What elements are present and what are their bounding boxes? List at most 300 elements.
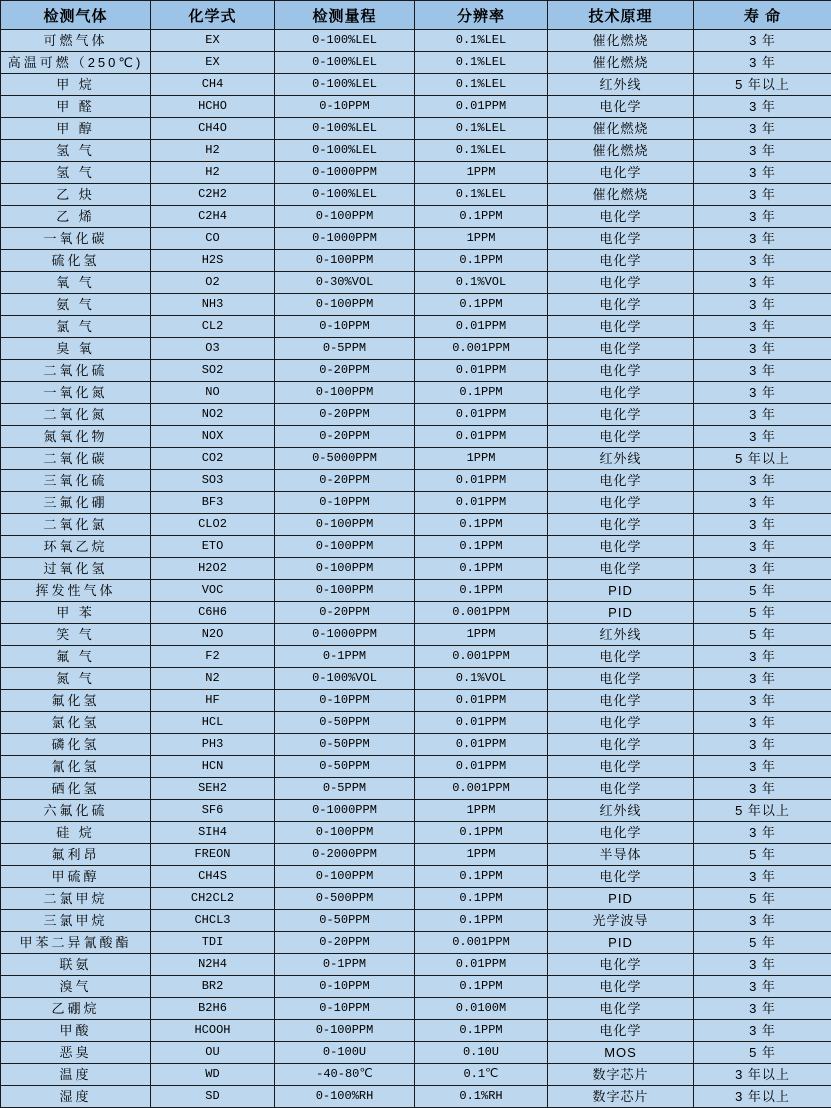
cell-detection-range: 0-10PPM <box>275 492 415 514</box>
cell-service-life: 3 年 <box>694 118 831 140</box>
cell-service-life: 3 年 <box>694 140 831 162</box>
cell-resolution: 1PPM <box>415 448 548 470</box>
cell-service-life: 3 年 <box>694 822 831 844</box>
cell-resolution: 0.1PPM <box>415 382 548 404</box>
cell-resolution: 0.01PPM <box>415 690 548 712</box>
table-row <box>1 910 831 932</box>
cell-resolution: 0.1PPM <box>415 976 548 998</box>
cell-chemical-formula: H2S <box>151 250 275 272</box>
cell-detection-range: 0-100%LEL <box>275 140 415 162</box>
cell-gas-name: 氧 气 <box>1 272 151 294</box>
cell-chemical-formula: CH4 <box>151 74 275 96</box>
cell-technical-principle: 电化学 <box>548 1020 694 1042</box>
cell-chemical-formula: EX <box>151 30 275 52</box>
cell-technical-principle: 电化学 <box>548 756 694 778</box>
cell-resolution: 0.1%VOL <box>415 668 548 690</box>
cell-chemical-formula: SO3 <box>151 470 275 492</box>
table-row <box>1 1042 831 1064</box>
cell-resolution: 0.1PPM <box>415 866 548 888</box>
cell-service-life: 3 年 <box>694 206 831 228</box>
table-row <box>1 976 831 998</box>
column-header-range: 检测量程 <box>275 1 415 30</box>
table-row <box>1 866 831 888</box>
cell-gas-name: 过氧化氢 <box>1 558 151 580</box>
cell-service-life: 5 年 <box>694 888 831 910</box>
cell-detection-range: 0-100%LEL <box>275 184 415 206</box>
cell-chemical-formula: NO2 <box>151 404 275 426</box>
cell-detection-range: 0-100PPM <box>275 382 415 404</box>
cell-detection-range: 0-100%LEL <box>275 52 415 74</box>
cell-service-life: 3 年 <box>694 866 831 888</box>
cell-service-life: 5 年以上 <box>694 448 831 470</box>
cell-detection-range: 0-20PPM <box>275 360 415 382</box>
table-header-row <box>1 1 831 30</box>
cell-technical-principle: 电化学 <box>548 734 694 756</box>
cell-service-life: 3 年 <box>694 404 831 426</box>
cell-technical-principle: 电化学 <box>548 250 694 272</box>
cell-chemical-formula: BF3 <box>151 492 275 514</box>
table-row <box>1 536 831 558</box>
column-header-resolution: 分辨率 <box>415 1 548 30</box>
cell-chemical-formula: CH2CL2 <box>151 888 275 910</box>
cell-detection-range: 0-30%VOL <box>275 272 415 294</box>
cell-gas-name: 联氨 <box>1 954 151 976</box>
cell-chemical-formula: CO2 <box>151 448 275 470</box>
cell-technical-principle: 催化燃烧 <box>548 52 694 74</box>
cell-detection-range: 0-5PPM <box>275 778 415 800</box>
cell-service-life: 3 年 <box>694 756 831 778</box>
table-row <box>1 624 831 646</box>
cell-detection-range: 0-10PPM <box>275 976 415 998</box>
cell-service-life: 3 年 <box>694 910 831 932</box>
cell-service-life: 3 年 <box>694 778 831 800</box>
cell-technical-principle: 数字芯片 <box>548 1064 694 1086</box>
cell-resolution: 0.1PPM <box>415 294 548 316</box>
cell-chemical-formula: O3 <box>151 338 275 360</box>
cell-detection-range: 0-100%LEL <box>275 74 415 96</box>
cell-technical-principle: 电化学 <box>548 426 694 448</box>
cell-resolution: 0.1℃ <box>415 1064 548 1086</box>
cell-detection-range: 0-100PPM <box>275 206 415 228</box>
cell-detection-range: 0-50PPM <box>275 756 415 778</box>
cell-technical-principle: 催化燃烧 <box>548 30 694 52</box>
table-row <box>1 338 831 360</box>
cell-gas-name: 氯 气 <box>1 316 151 338</box>
cell-technical-principle: 电化学 <box>548 228 694 250</box>
table-row <box>1 646 831 668</box>
cell-service-life: 3 年 <box>694 492 831 514</box>
cell-detection-range: 0-10PPM <box>275 96 415 118</box>
cell-detection-range: 0-1000PPM <box>275 162 415 184</box>
cell-technical-principle: 红外线 <box>548 74 694 96</box>
cell-detection-range: 0-100PPM <box>275 294 415 316</box>
cell-resolution: 0.01PPM <box>415 492 548 514</box>
cell-service-life: 3 年 <box>694 1020 831 1042</box>
cell-gas-name: 氮 气 <box>1 668 151 690</box>
cell-detection-range: 0-100%VOL <box>275 668 415 690</box>
cell-gas-name: 氨 气 <box>1 294 151 316</box>
cell-gas-name: 三氯甲烷 <box>1 910 151 932</box>
cell-technical-principle: 半导体 <box>548 844 694 866</box>
cell-technical-principle: 催化燃烧 <box>548 184 694 206</box>
cell-detection-range: 0-100PPM <box>275 536 415 558</box>
cell-chemical-formula: HCN <box>151 756 275 778</box>
cell-chemical-formula: NOX <box>151 426 275 448</box>
cell-service-life: 3 年以上 <box>694 1086 831 1108</box>
cell-chemical-formula: OU <box>151 1042 275 1064</box>
cell-technical-principle: 电化学 <box>548 514 694 536</box>
cell-detection-range: 0-100PPM <box>275 822 415 844</box>
cell-resolution: 0.1PPM <box>415 514 548 536</box>
cell-resolution: 0.1%LEL <box>415 184 548 206</box>
cell-service-life: 5 年 <box>694 844 831 866</box>
cell-gas-name: 二氧化氮 <box>1 404 151 426</box>
cell-service-life: 3 年 <box>694 668 831 690</box>
cell-chemical-formula: SO2 <box>151 360 275 382</box>
cell-resolution: 0.1%LEL <box>415 74 548 96</box>
cell-resolution: 0.1PPM <box>415 1020 548 1042</box>
cell-service-life: 5 年 <box>694 1042 831 1064</box>
cell-gas-name: 笑 气 <box>1 624 151 646</box>
cell-resolution: 0.01PPM <box>415 426 548 448</box>
cell-detection-range: 0-50PPM <box>275 734 415 756</box>
cell-gas-name: 硅 烷 <box>1 822 151 844</box>
cell-resolution: 0.01PPM <box>415 470 548 492</box>
cell-resolution: 0.1%VOL <box>415 272 548 294</box>
cell-gas-name: 乙 炔 <box>1 184 151 206</box>
cell-detection-range: 0-100PPM <box>275 250 415 272</box>
cell-detection-range: 0-100PPM <box>275 580 415 602</box>
cell-detection-range: 0-1PPM <box>275 954 415 976</box>
cell-detection-range: 0-2000PPM <box>275 844 415 866</box>
table-row <box>1 162 831 184</box>
cell-technical-principle: 电化学 <box>548 206 694 228</box>
cell-chemical-formula: NO <box>151 382 275 404</box>
cell-gas-name: 臭 氧 <box>1 338 151 360</box>
cell-chemical-formula: SEH2 <box>151 778 275 800</box>
cell-chemical-formula: HCL <box>151 712 275 734</box>
cell-resolution: 0.1PPM <box>415 250 548 272</box>
cell-detection-range: 0-500PPM <box>275 888 415 910</box>
cell-chemical-formula: O2 <box>151 272 275 294</box>
cell-gas-name: 挥发性气体 <box>1 580 151 602</box>
cell-chemical-formula: CLO2 <box>151 514 275 536</box>
cell-technical-principle: 电化学 <box>548 998 694 1020</box>
cell-resolution: 0.001PPM <box>415 778 548 800</box>
cell-technical-principle: 数字芯片 <box>548 1086 694 1108</box>
cell-resolution: 0.01PPM <box>415 712 548 734</box>
cell-technical-principle: 电化学 <box>548 646 694 668</box>
cell-technical-principle: 电化学 <box>548 294 694 316</box>
cell-gas-name: 二氧化碳 <box>1 448 151 470</box>
cell-resolution: 0.1PPM <box>415 888 548 910</box>
cell-gas-name: 氟化氢 <box>1 690 151 712</box>
cell-resolution: 0.1PPM <box>415 206 548 228</box>
cell-chemical-formula: PH3 <box>151 734 275 756</box>
cell-gas-name: 磷化氢 <box>1 734 151 756</box>
table-row <box>1 272 831 294</box>
cell-service-life: 3 年 <box>694 690 831 712</box>
cell-detection-range: 0-100%RH <box>275 1086 415 1108</box>
cell-technical-principle: 电化学 <box>548 492 694 514</box>
cell-gas-name: 一氧化氮 <box>1 382 151 404</box>
cell-service-life: 5 年 <box>694 624 831 646</box>
cell-chemical-formula: NH3 <box>151 294 275 316</box>
cell-detection-range: -40-80℃ <box>275 1064 415 1086</box>
cell-detection-range: 0-1000PPM <box>275 624 415 646</box>
cell-gas-name: 氢 气 <box>1 162 151 184</box>
cell-detection-range: 0-100%LEL <box>275 30 415 52</box>
cell-service-life: 3 年 <box>694 338 831 360</box>
cell-chemical-formula: FREON <box>151 844 275 866</box>
cell-technical-principle: 电化学 <box>548 668 694 690</box>
cell-gas-name: 甲 烷 <box>1 74 151 96</box>
table-row <box>1 822 831 844</box>
cell-resolution: 0.1%LEL <box>415 140 548 162</box>
cell-chemical-formula: C6H6 <box>151 602 275 624</box>
cell-technical-principle: 红外线 <box>548 624 694 646</box>
cell-gas-name: 甲硫醇 <box>1 866 151 888</box>
cell-service-life: 3 年 <box>694 272 831 294</box>
cell-detection-range: 0-20PPM <box>275 932 415 954</box>
cell-gas-name: 湿度 <box>1 1086 151 1108</box>
cell-detection-range: 0-20PPM <box>275 470 415 492</box>
cell-service-life: 5 年以上 <box>694 800 831 822</box>
cell-service-life: 5 年 <box>694 932 831 954</box>
cell-resolution: 0.1PPM <box>415 580 548 602</box>
cell-resolution: 1PPM <box>415 162 548 184</box>
cell-detection-range: 0-20PPM <box>275 426 415 448</box>
table-row <box>1 1020 831 1042</box>
cell-technical-principle: 红外线 <box>548 800 694 822</box>
table-row <box>1 404 831 426</box>
cell-detection-range: 0-1000PPM <box>275 800 415 822</box>
cell-resolution: 0.01PPM <box>415 316 548 338</box>
table-row <box>1 52 831 74</box>
table-row <box>1 470 831 492</box>
cell-detection-range: 0-20PPM <box>275 602 415 624</box>
cell-technical-principle: 电化学 <box>548 360 694 382</box>
cell-gas-name: 氟 气 <box>1 646 151 668</box>
cell-chemical-formula: HF <box>151 690 275 712</box>
cell-detection-range: 0-100U <box>275 1042 415 1064</box>
cell-service-life: 3 年 <box>694 470 831 492</box>
table-row <box>1 1086 831 1108</box>
cell-service-life: 5 年 <box>694 602 831 624</box>
cell-service-life: 3 年 <box>694 514 831 536</box>
cell-chemical-formula: TDI <box>151 932 275 954</box>
table-row <box>1 800 831 822</box>
table-row <box>1 778 831 800</box>
cell-technical-principle: 催化燃烧 <box>548 140 694 162</box>
table-row <box>1 74 831 96</box>
cell-gas-name: 二氧化硫 <box>1 360 151 382</box>
cell-resolution: 1PPM <box>415 624 548 646</box>
table-row <box>1 492 831 514</box>
table-row <box>1 998 831 1020</box>
cell-resolution: 0.1%RH <box>415 1086 548 1108</box>
cell-detection-range: 0-5PPM <box>275 338 415 360</box>
cell-technical-principle: PID <box>548 580 694 602</box>
cell-service-life: 3 年 <box>694 52 831 74</box>
cell-service-life: 3 年 <box>694 250 831 272</box>
cell-chemical-formula: CO <box>151 228 275 250</box>
table-row <box>1 30 831 52</box>
cell-chemical-formula: HCHO <box>151 96 275 118</box>
column-header-life: 寿 命 <box>694 1 831 30</box>
table-row <box>1 118 831 140</box>
cell-service-life: 3 年 <box>694 96 831 118</box>
cell-resolution: 0.1PPM <box>415 536 548 558</box>
cell-technical-principle: 电化学 <box>548 778 694 800</box>
cell-chemical-formula: C2H2 <box>151 184 275 206</box>
cell-technical-principle: 电化学 <box>548 404 694 426</box>
table-row <box>1 734 831 756</box>
cell-gas-name: 甲 醛 <box>1 96 151 118</box>
cell-service-life: 3 年 <box>694 360 831 382</box>
cell-technical-principle: 电化学 <box>548 822 694 844</box>
cell-resolution: 0.1PPM <box>415 558 548 580</box>
cell-chemical-formula: EX <box>151 52 275 74</box>
cell-resolution: 1PPM <box>415 228 548 250</box>
cell-resolution: 0.01PPM <box>415 734 548 756</box>
cell-chemical-formula: CL2 <box>151 316 275 338</box>
cell-technical-principle: 电化学 <box>548 316 694 338</box>
cell-gas-name: 高温可燃（250℃) <box>1 52 151 74</box>
cell-technical-principle: 电化学 <box>548 558 694 580</box>
cell-service-life: 3 年 <box>694 184 831 206</box>
cell-chemical-formula: CH4S <box>151 866 275 888</box>
cell-chemical-formula: CHCL3 <box>151 910 275 932</box>
cell-gas-name: 溴气 <box>1 976 151 998</box>
cell-detection-range: 0-100PPM <box>275 514 415 536</box>
cell-detection-range: 0-10PPM <box>275 998 415 1020</box>
cell-detection-range: 0-20PPM <box>275 404 415 426</box>
cell-gas-name: 氢 气 <box>1 140 151 162</box>
cell-resolution: 0.1%LEL <box>415 118 548 140</box>
cell-gas-name: 三氧化硫 <box>1 470 151 492</box>
cell-gas-name: 氯化氢 <box>1 712 151 734</box>
cell-service-life: 3 年 <box>694 976 831 998</box>
cell-chemical-formula: C2H4 <box>151 206 275 228</box>
cell-service-life: 3 年 <box>694 30 831 52</box>
table-header <box>1 1 831 30</box>
cell-resolution: 0.1PPM <box>415 910 548 932</box>
cell-service-life: 3 年 <box>694 954 831 976</box>
table-row <box>1 932 831 954</box>
cell-detection-range: 0-1PPM <box>275 646 415 668</box>
table-row <box>1 558 831 580</box>
table-row <box>1 954 831 976</box>
cell-technical-principle: 电化学 <box>548 976 694 998</box>
cell-gas-name: 二氧化氯 <box>1 514 151 536</box>
cell-service-life: 3 年 <box>694 228 831 250</box>
column-header-formula: 化学式 <box>151 1 275 30</box>
cell-technical-principle: 催化燃烧 <box>548 118 694 140</box>
table-row <box>1 294 831 316</box>
table-row <box>1 448 831 470</box>
cell-resolution: 0.10U <box>415 1042 548 1064</box>
table-row <box>1 228 831 250</box>
cell-gas-name: 硒化氢 <box>1 778 151 800</box>
cell-service-life: 3 年 <box>694 294 831 316</box>
cell-gas-name: 甲苯二异氰酸酯 <box>1 932 151 954</box>
cell-chemical-formula: SIH4 <box>151 822 275 844</box>
cell-service-life: 3 年 <box>694 382 831 404</box>
cell-gas-name: 一氧化碳 <box>1 228 151 250</box>
table-row <box>1 206 831 228</box>
cell-resolution: 0.001PPM <box>415 602 548 624</box>
table-row <box>1 756 831 778</box>
cell-chemical-formula: F2 <box>151 646 275 668</box>
cell-gas-name: 氰化氢 <box>1 756 151 778</box>
cell-chemical-formula: N2 <box>151 668 275 690</box>
cell-service-life: 3 年 <box>694 162 831 184</box>
cell-resolution: 0.001PPM <box>415 932 548 954</box>
cell-chemical-formula: H2 <box>151 162 275 184</box>
cell-technical-principle: 电化学 <box>548 712 694 734</box>
cell-gas-name: 环氧乙烷 <box>1 536 151 558</box>
cell-detection-range: 0-100PPM <box>275 1020 415 1042</box>
table-row <box>1 382 831 404</box>
cell-chemical-formula: CH4O <box>151 118 275 140</box>
cell-gas-name: 可燃气体 <box>1 30 151 52</box>
table-row <box>1 844 831 866</box>
cell-gas-name: 甲 苯 <box>1 602 151 624</box>
table-row <box>1 316 831 338</box>
table-row <box>1 426 831 448</box>
cell-detection-range: 0-10PPM <box>275 690 415 712</box>
cell-chemical-formula: VOC <box>151 580 275 602</box>
cell-service-life: 5 年以上 <box>694 74 831 96</box>
cell-service-life: 5 年 <box>694 580 831 602</box>
cell-chemical-formula: HCOOH <box>151 1020 275 1042</box>
cell-gas-name: 二氯甲烷 <box>1 888 151 910</box>
table-row <box>1 140 831 162</box>
cell-technical-principle: 电化学 <box>548 866 694 888</box>
cell-gas-name: 三氟化硼 <box>1 492 151 514</box>
cell-service-life: 3 年 <box>694 712 831 734</box>
cell-service-life: 3 年 <box>694 734 831 756</box>
cell-gas-name: 乙硼烷 <box>1 998 151 1020</box>
cell-chemical-formula: SF6 <box>151 800 275 822</box>
cell-detection-range: 0-50PPM <box>275 712 415 734</box>
cell-resolution: 0.01PPM <box>415 954 548 976</box>
cell-chemical-formula: N2O <box>151 624 275 646</box>
column-header-principle: 技术原理 <box>548 1 694 30</box>
table-row <box>1 690 831 712</box>
cell-technical-principle: 红外线 <box>548 448 694 470</box>
cell-chemical-formula: H2O2 <box>151 558 275 580</box>
cell-gas-name: 乙 烯 <box>1 206 151 228</box>
table-row <box>1 514 831 536</box>
cell-resolution: 0.0100M <box>415 998 548 1020</box>
cell-resolution: 1PPM <box>415 844 548 866</box>
cell-resolution: 0.001PPM <box>415 338 548 360</box>
cell-detection-range: 0-100PPM <box>275 558 415 580</box>
cell-resolution: 0.01PPM <box>415 360 548 382</box>
cell-resolution: 0.1PPM <box>415 822 548 844</box>
cell-resolution: 0.1%LEL <box>415 52 548 74</box>
cell-gas-name: 氮氧化物 <box>1 426 151 448</box>
table-row <box>1 712 831 734</box>
cell-detection-range: 0-50PPM <box>275 910 415 932</box>
cell-technical-principle: 电化学 <box>548 382 694 404</box>
cell-service-life: 3 年 <box>694 536 831 558</box>
cell-service-life: 3 年 <box>694 426 831 448</box>
table-row <box>1 360 831 382</box>
cell-technical-principle: 电化学 <box>548 536 694 558</box>
